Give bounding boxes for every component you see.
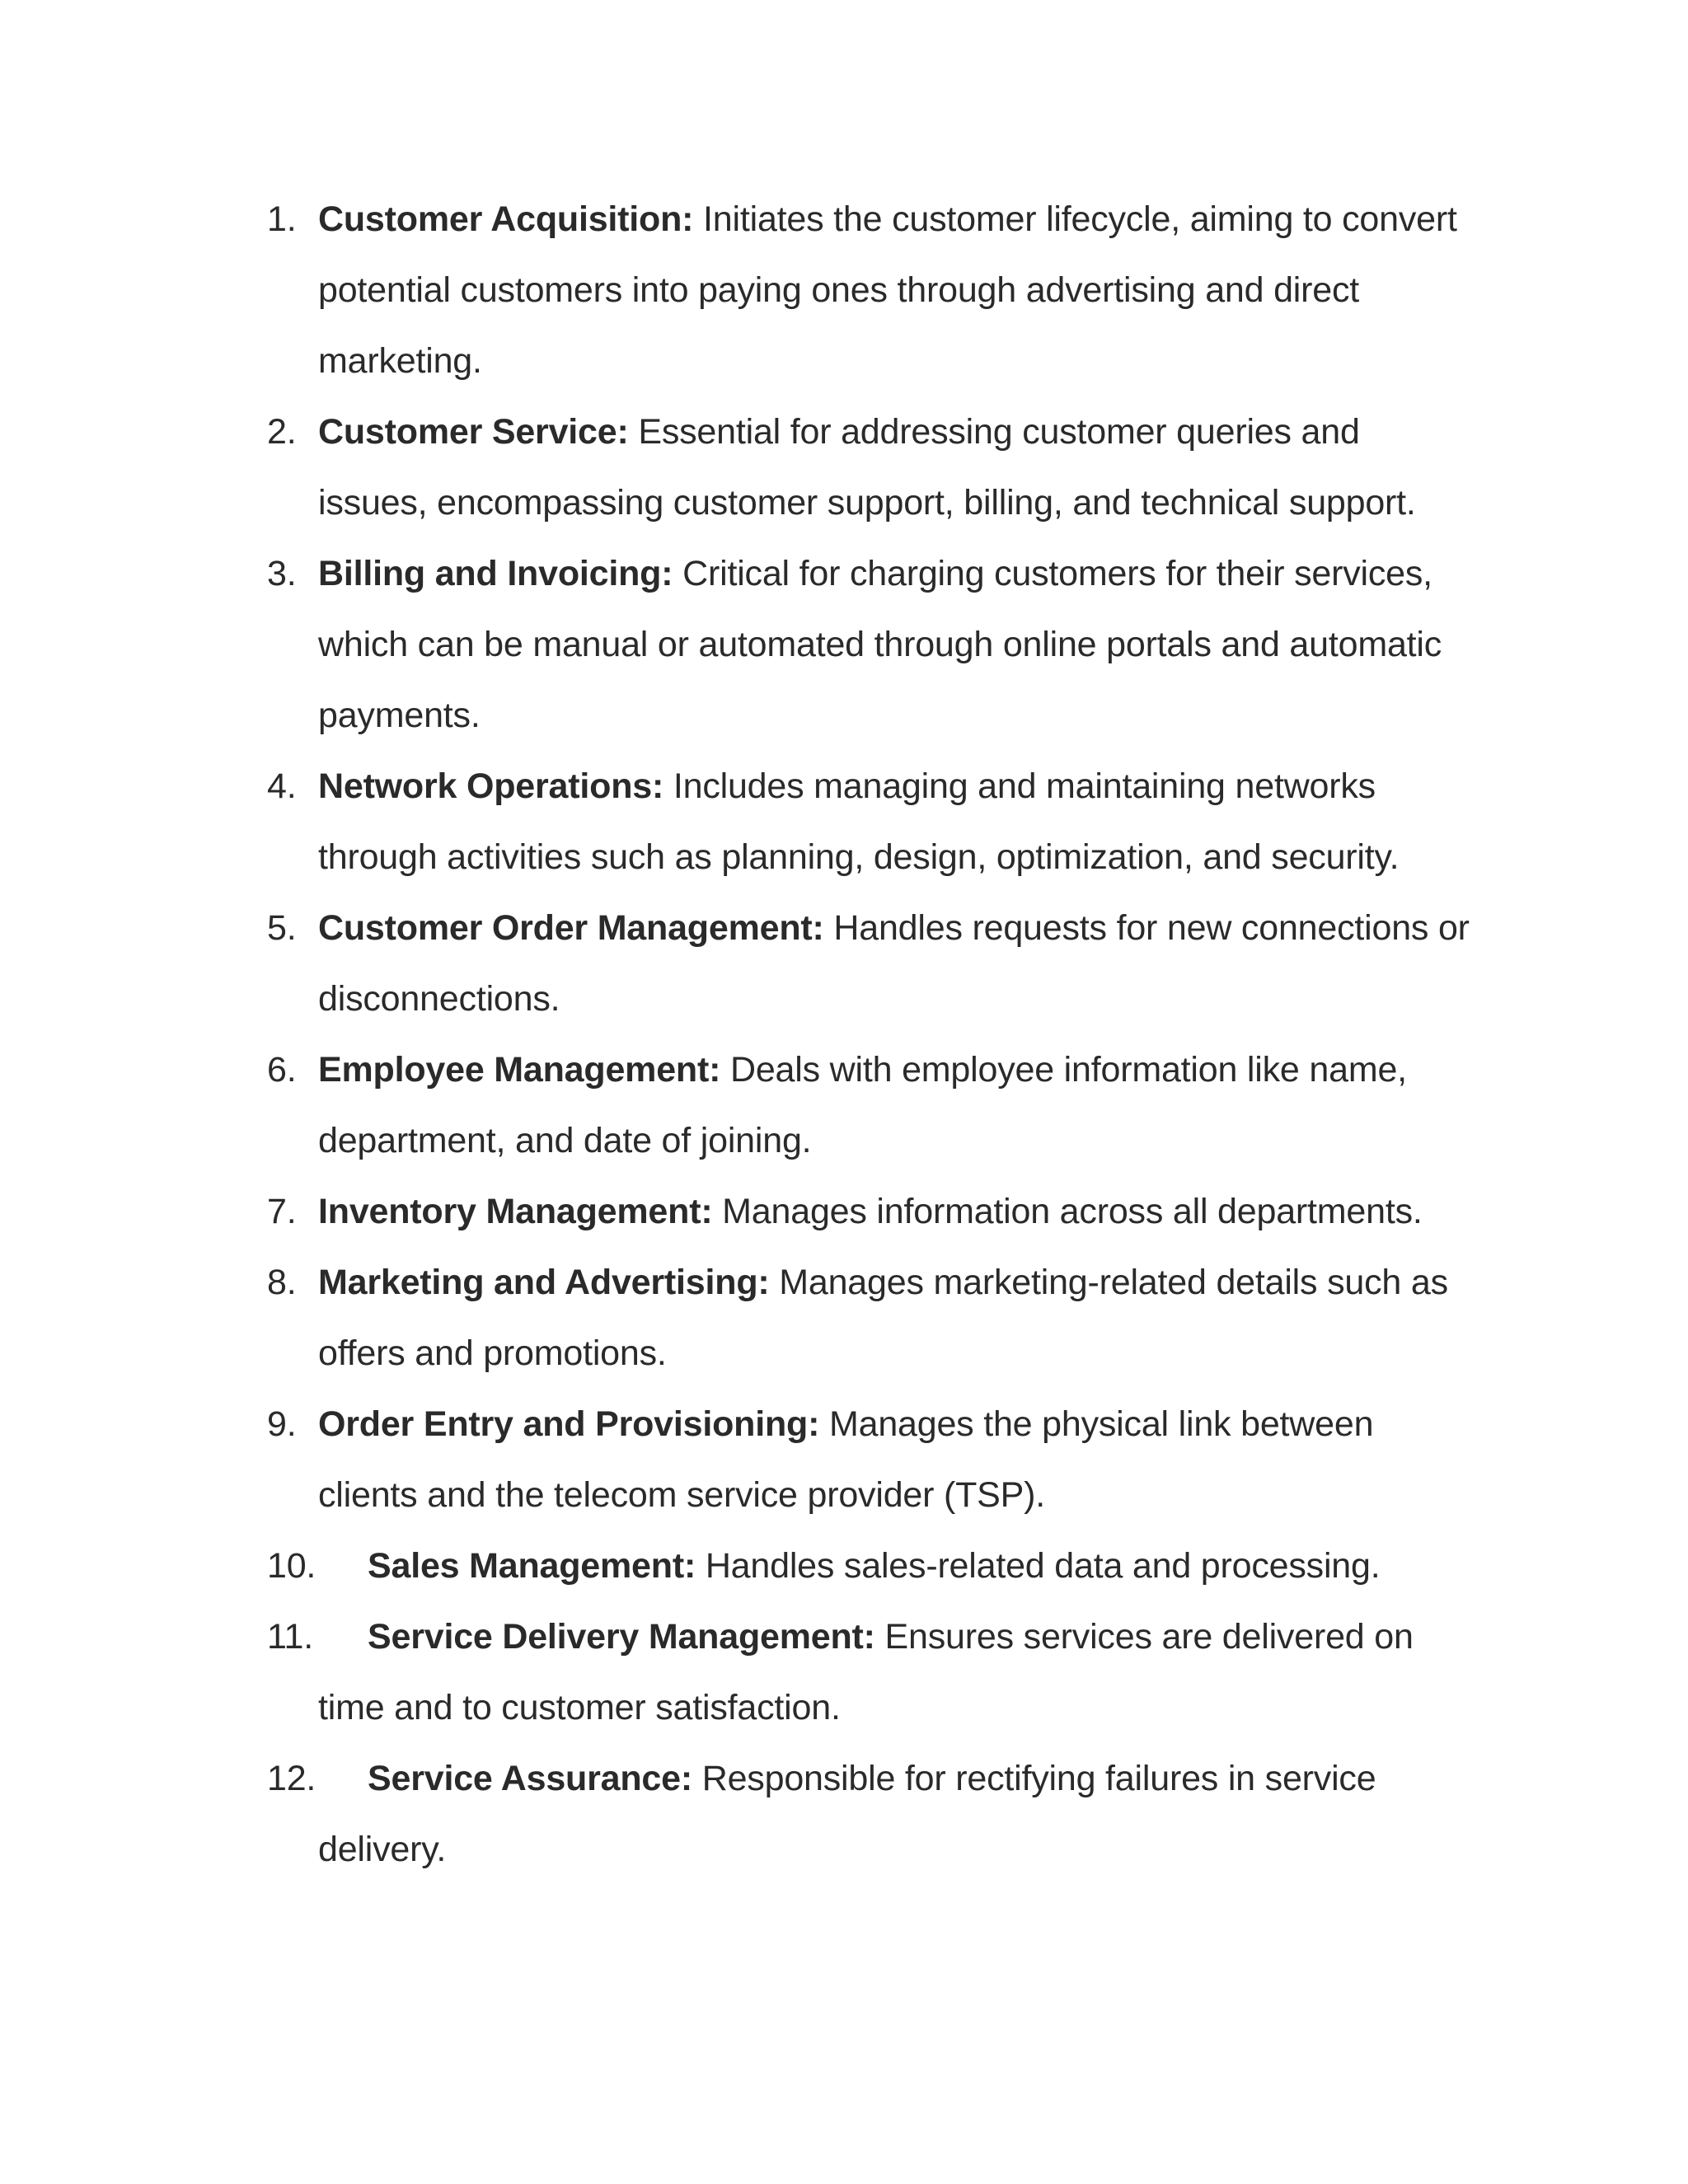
list-item <box>267 184 1470 396</box>
item-description: Handles requests for new connections or disconnections. <box>318 908 1470 1019</box>
list-item <box>267 1601 1470 1743</box>
list-item <box>267 1530 1470 1601</box>
list-item <box>267 1034 1470 1176</box>
item-description: Includes managing and maintaining networks through activities such as planning, design, optimization, and security. <box>318 766 1400 877</box>
item-description: Responsible for rectifying failures in service delivery. <box>318 1759 1376 1869</box>
list-item <box>267 1389 1470 1530</box>
list-item <box>267 1247 1470 1389</box>
item-term: Customer Service: <box>318 412 629 452</box>
item-description: Manages the physical link between clients and the telecom service provider (TSP). <box>318 1404 1374 1515</box>
item-term: Marketing and Advertising: <box>318 1263 770 1302</box>
item-term: Service Assurance: <box>368 1759 692 1798</box>
item-term: Order Entry and Provisioning: <box>318 1404 820 1444</box>
item-number: 4. <box>267 766 297 806</box>
item-description: Manages information across all departments. <box>712 1192 1423 1231</box>
list-item <box>267 396 1470 538</box>
item-number: 1. <box>267 199 297 239</box>
item-description: Handles sales-related data and processing. <box>696 1546 1381 1586</box>
item-number: 8. <box>267 1263 297 1302</box>
item-description: Deals with employee information like name, department, and date of joining. <box>318 1050 1407 1160</box>
item-number: 6. <box>267 1050 297 1090</box>
item-description: Manages marketing-related details such as offers and promotions. <box>318 1263 1448 1373</box>
list-item <box>267 893 1470 1034</box>
list-item <box>267 538 1470 751</box>
numbered-list <box>267 184 1470 1885</box>
item-term: Inventory Management: <box>318 1192 713 1231</box>
item-description: Critical for charging customers for their services, which can be manual or automated through online portals and automatic payments. <box>318 554 1442 735</box>
item-number: 11. <box>267 1617 313 1657</box>
list-item <box>267 751 1470 893</box>
list-item <box>267 1176 1470 1247</box>
item-term: Network Operations: <box>318 766 664 806</box>
item-term: Sales Management: <box>368 1546 696 1586</box>
item-number: 3. <box>267 554 297 593</box>
item-term: Employee Management: <box>318 1050 721 1090</box>
item-description: Initiates the customer lifecycle, aiming to convert potential customers into paying ones through advertising and direct marketing. <box>318 199 1457 381</box>
item-term: Billing and Invoicing: <box>318 554 673 593</box>
item-number: 12. <box>267 1759 316 1798</box>
item-number: 2. <box>267 412 297 452</box>
item-term: Customer Acquisition: <box>318 199 694 239</box>
list-item <box>267 1743 1470 1885</box>
item-number: 5. <box>267 908 297 948</box>
item-number: 7. <box>267 1192 297 1231</box>
item-description: Essential for addressing customer queries and issues, encompassing customer support, billing, and technical support. <box>318 412 1416 523</box>
item-term: Service Delivery Management: <box>368 1617 875 1657</box>
item-number: 9. <box>267 1404 297 1444</box>
item-term: Customer Order Management: <box>318 908 824 948</box>
item-number: 10. <box>267 1546 316 1586</box>
item-description: Ensures services are delivered on time and to customer satisfaction. <box>318 1617 1414 1727</box>
